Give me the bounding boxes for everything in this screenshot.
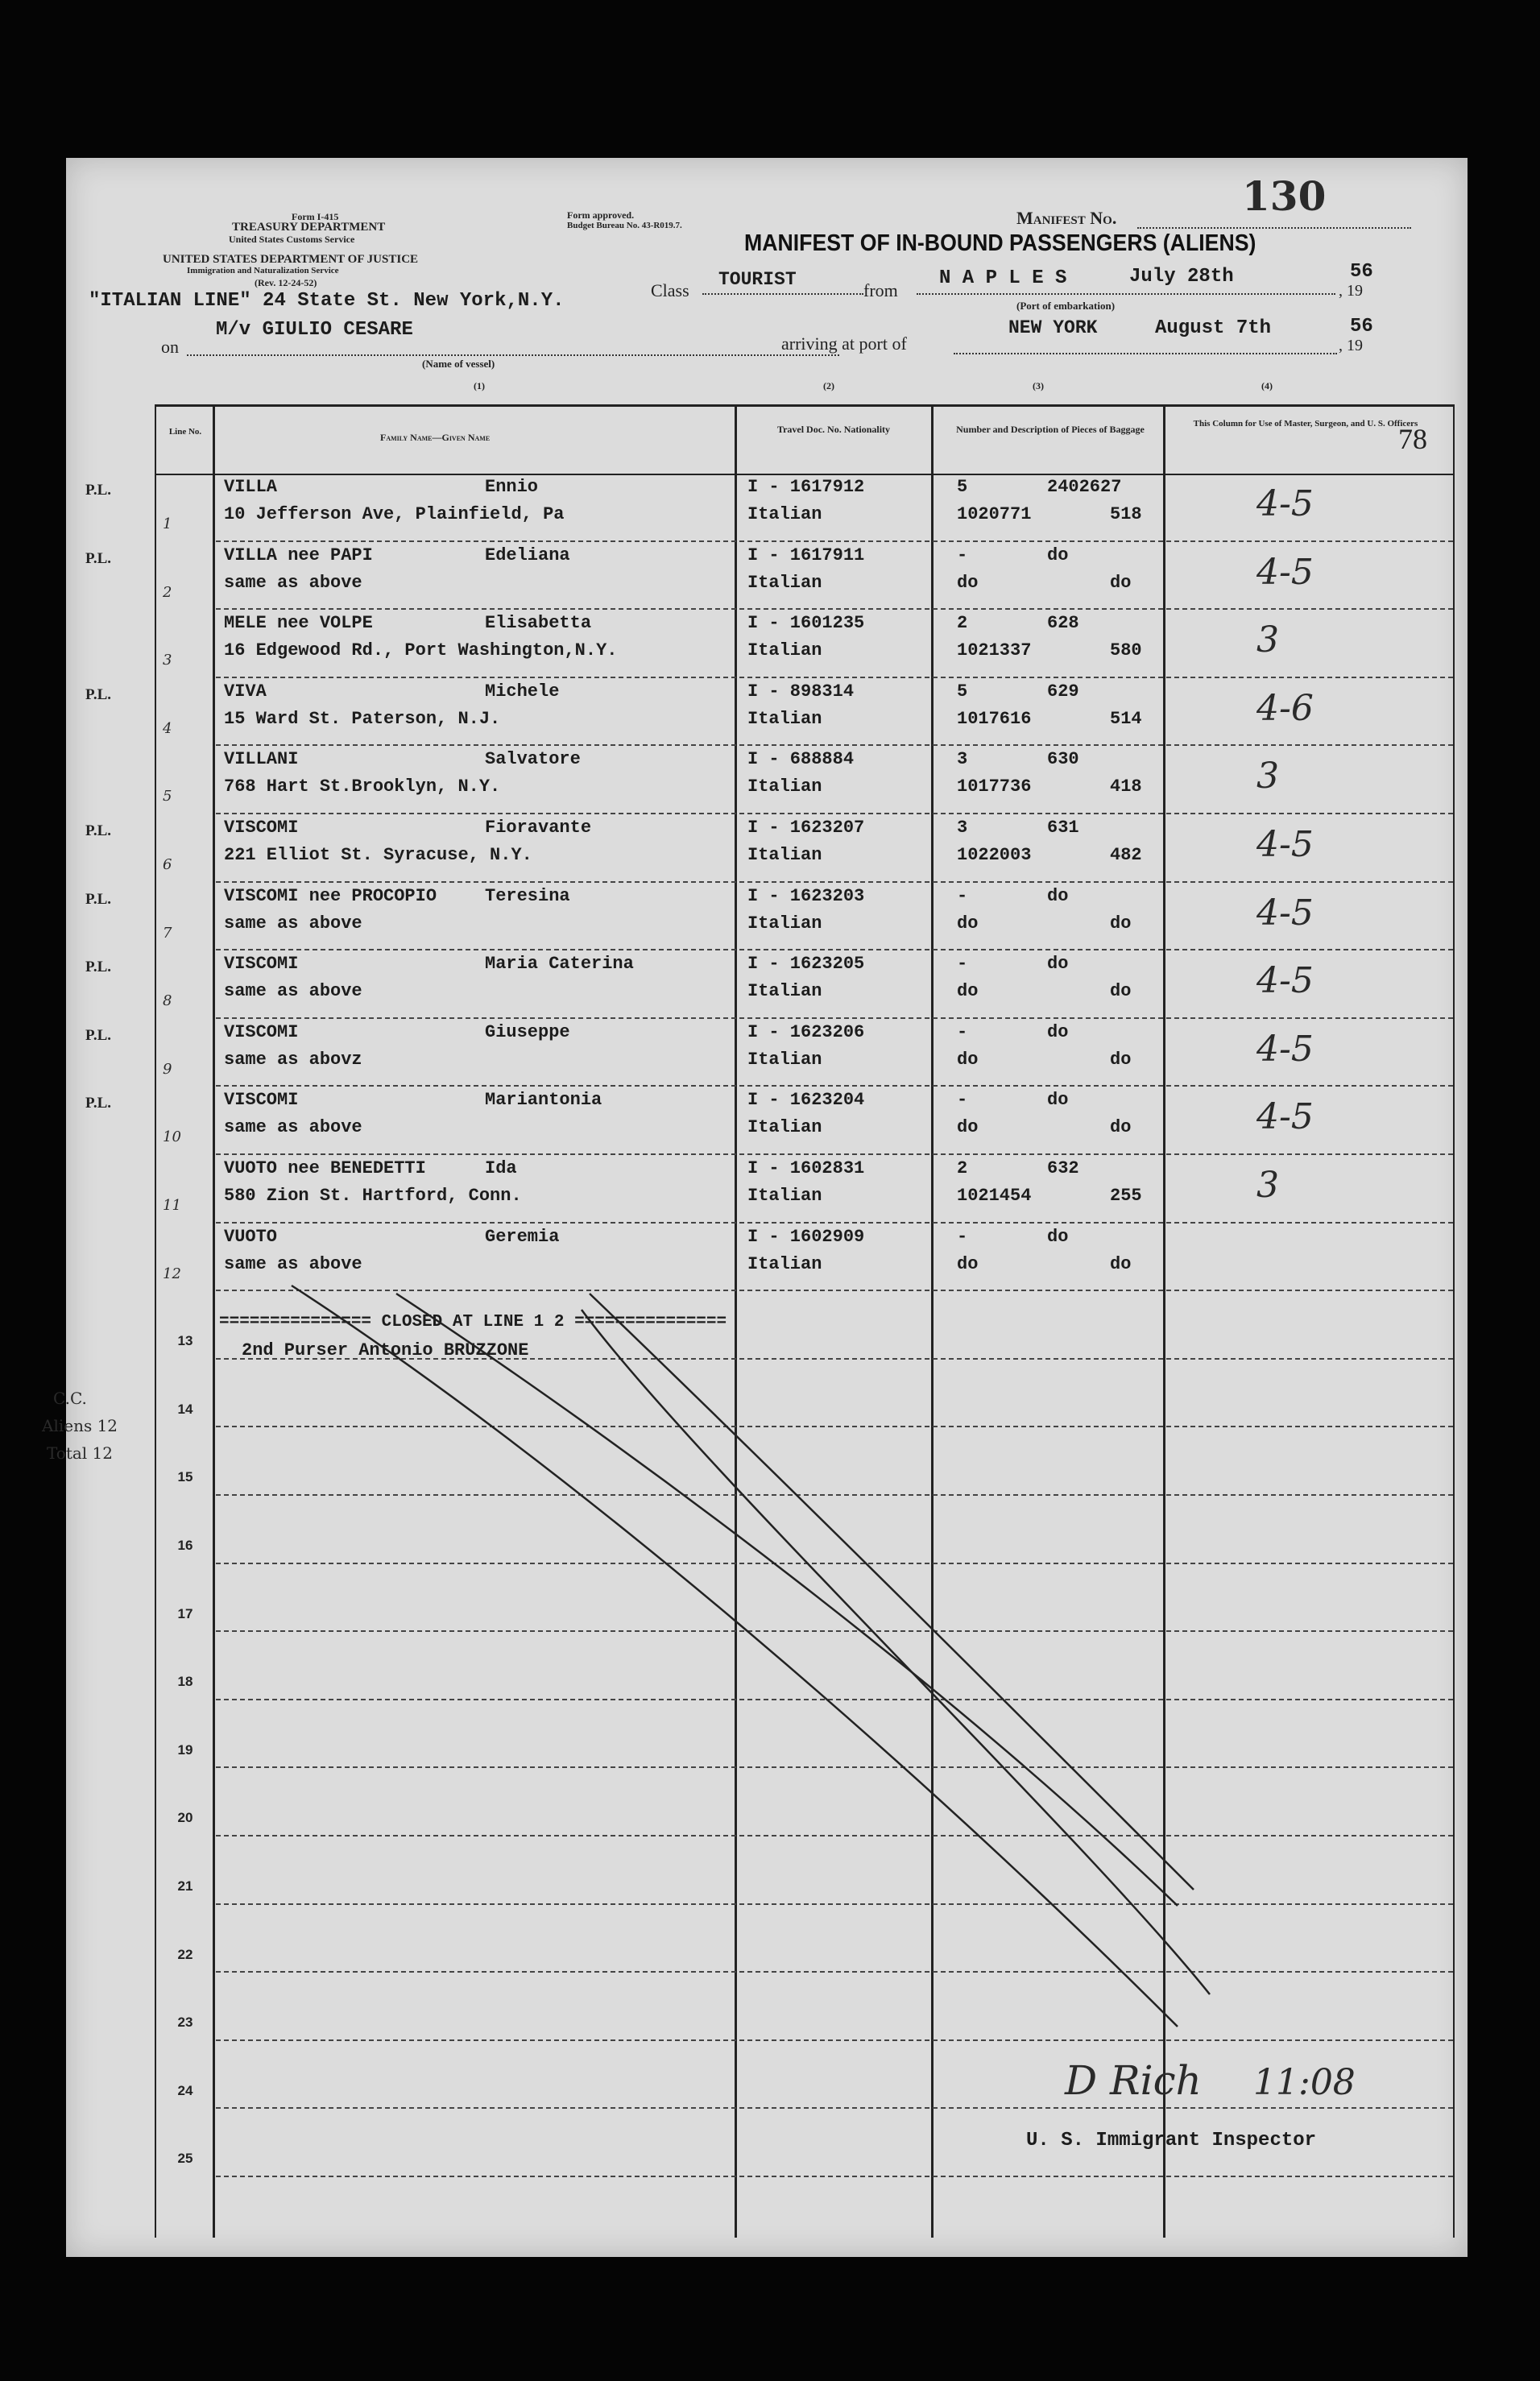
line-number: 7 bbox=[163, 924, 172, 942]
passenger-mark: P.L. bbox=[85, 549, 112, 567]
baggage-count: - bbox=[957, 1021, 968, 1042]
officer-note: 3 bbox=[1256, 619, 1279, 661]
baggage-check-no: 1022003 bbox=[957, 845, 1032, 865]
nationality: Italian bbox=[747, 1117, 822, 1138]
line-number: 19 bbox=[177, 1741, 193, 1758]
travel-doc-no: I - 1617912 bbox=[747, 477, 865, 497]
travel-doc-no: I - 1623205 bbox=[747, 954, 865, 975]
officer-note: 4-5 bbox=[1256, 824, 1314, 865]
officer-note: 4-5 bbox=[1256, 1028, 1314, 1070]
baggage-check-no: 1020771 bbox=[957, 504, 1032, 524]
baggage-count: 2 bbox=[957, 613, 968, 634]
table-row bbox=[66, 883, 1468, 951]
given-name: Teresina bbox=[485, 885, 570, 906]
table-row bbox=[66, 814, 1468, 883]
inspector-signature: D Rich bbox=[1065, 2057, 1202, 2104]
table-row bbox=[66, 1224, 1468, 1292]
baggage-count: 3 bbox=[957, 818, 968, 838]
arrival-date: August 7th bbox=[1155, 317, 1272, 339]
baggage-value: do bbox=[1110, 981, 1132, 1002]
address: same as above bbox=[224, 913, 362, 934]
table-row bbox=[66, 542, 1468, 611]
nationality: Italian bbox=[747, 572, 822, 593]
line-number: 22 bbox=[177, 1946, 193, 1962]
travel-doc-no: I - 1601235 bbox=[747, 613, 865, 634]
line-number: 1 bbox=[163, 516, 172, 532]
baggage-value: do bbox=[1110, 1117, 1132, 1138]
manifest-title: MANIFEST OF IN-BOUND PASSENGERS (ALIENS) bbox=[744, 230, 1256, 256]
given-name: Maria Caterina bbox=[485, 954, 634, 975]
nationality: Italian bbox=[747, 913, 822, 934]
baggage-value: do bbox=[1110, 572, 1132, 593]
inspection-time: 11:08 bbox=[1253, 2062, 1356, 2103]
closed-at-line: =============== CLOSED AT LINE 1 2 =============== bbox=[219, 1313, 727, 1331]
baggage-check-no: do bbox=[957, 981, 979, 1002]
line-number: 12 bbox=[163, 1265, 181, 1282]
passenger-mark: P.L. bbox=[85, 1026, 112, 1044]
header-baggage: Number and Description of Pieces of Baggage bbox=[956, 424, 1145, 435]
passenger-mark: P.L. bbox=[85, 890, 112, 908]
address: same as above bbox=[224, 572, 362, 593]
baggage-value: 255 bbox=[1110, 1186, 1142, 1206]
year-prefix-1: , 19 bbox=[1339, 282, 1363, 300]
family-name: VISCOMI bbox=[224, 1021, 299, 1042]
baggage-check-no: do bbox=[957, 1253, 979, 1274]
baggage-value: 518 bbox=[1110, 504, 1142, 524]
address: 15 Ward St. Paterson, N.J. bbox=[224, 708, 501, 729]
given-name: Salvatore bbox=[485, 749, 581, 770]
line-number: 21 bbox=[177, 1878, 193, 1894]
table-row bbox=[66, 1155, 1468, 1224]
header-travel-doc: Travel Doc. No. Nationality bbox=[776, 424, 891, 435]
baggage-count: 2 bbox=[957, 1158, 968, 1178]
manifest-page bbox=[42, 158, 1468, 2257]
treasury-dept: TREASURY DEPARTMENT bbox=[232, 221, 386, 234]
departure-date: July 28th bbox=[1129, 266, 1234, 288]
baggage-value: 514 bbox=[1110, 708, 1142, 729]
line-number: 2 bbox=[163, 583, 172, 601]
baggage-count: - bbox=[957, 1090, 968, 1111]
line-number: 25 bbox=[177, 2151, 193, 2167]
port-of-arrival: NEW YORK bbox=[1008, 317, 1098, 338]
baggage-tag: 632 bbox=[1047, 1158, 1079, 1178]
baggage-check-no: 1021454 bbox=[957, 1186, 1032, 1206]
nationality: Italian bbox=[747, 708, 822, 729]
line-number: 13 bbox=[177, 1333, 193, 1349]
nationality: Italian bbox=[747, 776, 822, 797]
line-number: 8 bbox=[163, 992, 172, 1010]
baggage-tag: do bbox=[1047, 1090, 1069, 1111]
line-number: 24 bbox=[177, 2082, 193, 2098]
customs-service: United States Customs Service bbox=[229, 234, 355, 245]
nationality: Italian bbox=[747, 981, 822, 1002]
baggage-count: 5 bbox=[957, 681, 968, 702]
baggage-count: 5 bbox=[957, 477, 968, 497]
table-row bbox=[66, 1019, 1468, 1087]
baggage-check-no: 1017736 bbox=[957, 776, 1032, 797]
baggage-tag: do bbox=[1047, 885, 1069, 906]
nationality: Italian bbox=[747, 504, 822, 524]
nationality: Italian bbox=[747, 1186, 822, 1206]
table-row bbox=[66, 950, 1468, 1019]
passenger-mark: P.L. bbox=[85, 822, 112, 839]
family-name: VISCOMI nee PROCOPIO bbox=[224, 885, 437, 906]
side-number: 78 bbox=[1398, 423, 1427, 455]
baggage-count: - bbox=[957, 885, 968, 906]
given-name: Ida bbox=[485, 1158, 517, 1178]
line-number: 6 bbox=[163, 856, 172, 873]
nationality: Italian bbox=[747, 640, 822, 661]
address: same as abovz bbox=[224, 1049, 362, 1070]
header-officers: This Column for Use of Master, Surgeon, and U. S. Officers bbox=[1193, 419, 1418, 429]
tally-aliens: Aliens 12 bbox=[42, 1416, 118, 1435]
line-number: 10 bbox=[163, 1128, 181, 1146]
baggage-value: do bbox=[1110, 1049, 1132, 1070]
line-address: "ITALIAN LINE" 24 State St. New York,N.Y. bbox=[89, 290, 565, 312]
line-number: 15 bbox=[177, 1469, 193, 1485]
line-number: 16 bbox=[177, 1538, 193, 1553]
family-name: VILLANI bbox=[224, 749, 299, 770]
baggage-tag: 628 bbox=[1047, 613, 1079, 634]
given-name: Mariantonia bbox=[485, 1090, 602, 1111]
nationality: Italian bbox=[747, 845, 822, 865]
passenger-mark: P.L. bbox=[85, 685, 112, 703]
tally-cc: C.C. bbox=[53, 1389, 87, 1408]
table-row bbox=[66, 678, 1468, 747]
port-of-embarkation: N A P L E S bbox=[939, 267, 1067, 289]
baggage-count: - bbox=[957, 1226, 968, 1247]
baggage-count: - bbox=[957, 545, 968, 565]
family-name: VUOTO bbox=[224, 1226, 278, 1247]
travel-doc-no: I - 1623206 bbox=[747, 1021, 865, 1042]
officer-note: 4-6 bbox=[1256, 687, 1314, 729]
family-name: VILLA nee PAPI bbox=[224, 545, 373, 565]
baggage-tag: do bbox=[1047, 545, 1069, 565]
arrival-year: 56 bbox=[1350, 316, 1373, 337]
justice-dept: UNITED STATES DEPARTMENT OF JUSTICE bbox=[163, 253, 419, 266]
departure-year: 56 bbox=[1350, 261, 1373, 283]
given-name: Edeliana bbox=[485, 545, 570, 565]
address: same as above bbox=[224, 981, 362, 1002]
family-name: VILLA bbox=[224, 477, 278, 497]
table-row bbox=[66, 1087, 1468, 1155]
travel-doc-no: I - 1602831 bbox=[747, 1158, 865, 1178]
address: 10 Jefferson Ave, Plainfield, Pa bbox=[224, 504, 565, 524]
given-name: Geremia bbox=[485, 1226, 560, 1247]
family-name: VUOTO nee BENEDETTI bbox=[224, 1158, 426, 1178]
address: 768 Hart St.Brooklyn, N.Y. bbox=[224, 776, 501, 797]
nationality: Italian bbox=[747, 1253, 822, 1274]
baggage-value: 418 bbox=[1110, 776, 1142, 797]
embarkation-caption: (Port of embarkation) bbox=[1016, 300, 1116, 312]
line-number: 17 bbox=[177, 1605, 193, 1621]
on-label: on bbox=[161, 337, 179, 357]
from-label: from bbox=[863, 280, 898, 300]
line-number: 3 bbox=[163, 652, 172, 669]
arriving-label: arriving at port of bbox=[781, 333, 907, 354]
baggage-tag: 629 bbox=[1047, 681, 1079, 702]
baggage-check-no: do bbox=[957, 1049, 979, 1070]
address: same as above bbox=[224, 1117, 362, 1138]
address: 580 Zion St. Hartford, Conn. bbox=[224, 1186, 522, 1206]
address: same as above bbox=[224, 1253, 362, 1274]
column-number-2: (2) bbox=[823, 380, 834, 391]
officer-note: 3 bbox=[1256, 756, 1279, 797]
officer-note: 4-5 bbox=[1256, 960, 1314, 1002]
family-name: MELE nee VOLPE bbox=[224, 613, 373, 634]
line-number: 9 bbox=[163, 1060, 172, 1078]
baggage-check-no: do bbox=[957, 1117, 979, 1138]
year-prefix-2: , 19 bbox=[1339, 337, 1363, 354]
travel-doc-no: I - 1623204 bbox=[747, 1090, 865, 1111]
travel-doc-no: I - 1617911 bbox=[747, 545, 865, 565]
baggage-check-no: do bbox=[957, 572, 979, 593]
family-name: VISCOMI bbox=[224, 954, 299, 975]
page-number: 130 bbox=[1242, 172, 1327, 220]
travel-doc-no: I - 1623207 bbox=[747, 818, 865, 838]
class-label: Class bbox=[651, 280, 689, 300]
officer-note: 4-5 bbox=[1256, 551, 1314, 593]
passenger-class: TOURIST bbox=[718, 269, 797, 290]
line-number: 18 bbox=[177, 1674, 193, 1690]
baggage-count: - bbox=[957, 954, 968, 975]
given-name: Michele bbox=[485, 681, 560, 702]
line-number: 5 bbox=[163, 788, 172, 805]
officer-note: 4-5 bbox=[1256, 1096, 1314, 1138]
header-name: Family Name—Given Name bbox=[380, 432, 491, 443]
baggage-value: do bbox=[1110, 913, 1132, 934]
vessel-name: M/v GIULIO CESARE bbox=[216, 319, 413, 341]
baggage-tag: 630 bbox=[1047, 749, 1079, 770]
address: 221 Elliot St. Syracuse, N.Y. bbox=[224, 845, 532, 865]
given-name: Ennio bbox=[485, 477, 539, 497]
purser-name: 2nd Purser Antonio BRUZZONE bbox=[242, 1340, 529, 1360]
baggage-tag: do bbox=[1047, 1226, 1069, 1247]
line-number: 4 bbox=[163, 719, 172, 737]
baggage-tag: do bbox=[1047, 954, 1069, 975]
given-name: Giuseppe bbox=[485, 1021, 570, 1042]
given-name: Fioravante bbox=[485, 818, 592, 838]
baggage-value: 580 bbox=[1110, 640, 1142, 661]
family-name: VISCOMI bbox=[224, 1090, 299, 1111]
baggage-count: 3 bbox=[957, 749, 968, 770]
ins-service: Immigration and Naturalization Service bbox=[187, 266, 339, 275]
table-row bbox=[66, 474, 1468, 542]
baggage-value: do bbox=[1110, 1253, 1132, 1274]
baggage-tag: 631 bbox=[1047, 818, 1079, 838]
budget-bureau: Budget Bureau No. 43-R019.7. bbox=[567, 221, 682, 230]
revision: (Rev. 12-24-52) bbox=[255, 277, 317, 288]
baggage-tag: do bbox=[1047, 1021, 1069, 1042]
line-number: 23 bbox=[177, 2015, 193, 2031]
table-row bbox=[66, 610, 1468, 678]
column-number-1: (1) bbox=[474, 380, 485, 391]
inspector-title: U. S. Immigrant Inspector bbox=[1026, 2130, 1317, 2151]
form-number: Form I-415 bbox=[292, 211, 339, 222]
officer-note: 4-5 bbox=[1256, 892, 1314, 934]
header-line-no: Line No. bbox=[168, 427, 202, 437]
travel-doc-no: I - 1623203 bbox=[747, 885, 865, 906]
baggage-check-no: 1021337 bbox=[957, 640, 1032, 661]
baggage-check-no: do bbox=[957, 913, 979, 934]
column-number-4: (4) bbox=[1261, 380, 1273, 391]
column-number-3: (3) bbox=[1033, 380, 1044, 391]
travel-doc-no: I - 688884 bbox=[747, 749, 855, 770]
baggage-value: 482 bbox=[1110, 845, 1142, 865]
baggage-tag: 2402627 bbox=[1047, 477, 1122, 497]
table-row bbox=[66, 746, 1468, 814]
family-name: VIVA bbox=[224, 681, 267, 702]
line-number: 11 bbox=[163, 1197, 181, 1214]
line-number: 20 bbox=[177, 1810, 193, 1826]
tally-total: Total 12 bbox=[47, 1443, 113, 1463]
nationality: Italian bbox=[747, 1049, 822, 1070]
passenger-mark: P.L. bbox=[85, 959, 112, 976]
given-name: Elisabetta bbox=[485, 613, 592, 634]
passenger-mark: P.L. bbox=[85, 482, 112, 499]
manifest-no-label: Manifest No. bbox=[1016, 208, 1117, 228]
officer-note: 4-5 bbox=[1256, 483, 1314, 524]
officer-note: 3 bbox=[1256, 1165, 1279, 1206]
form-approval: Form approved. bbox=[567, 209, 635, 221]
address: 16 Edgewood Rd., Port Washington,N.Y. bbox=[224, 640, 618, 661]
passenger-mark: P.L. bbox=[85, 1095, 112, 1112]
baggage-check-no: 1017616 bbox=[957, 708, 1032, 729]
travel-doc-no: I - 1602909 bbox=[747, 1226, 865, 1247]
travel-doc-no: I - 898314 bbox=[747, 681, 855, 702]
vessel-caption: (Name of vessel) bbox=[422, 358, 495, 370]
family-name: VISCOMI bbox=[224, 818, 299, 838]
line-number: 14 bbox=[177, 1401, 193, 1417]
